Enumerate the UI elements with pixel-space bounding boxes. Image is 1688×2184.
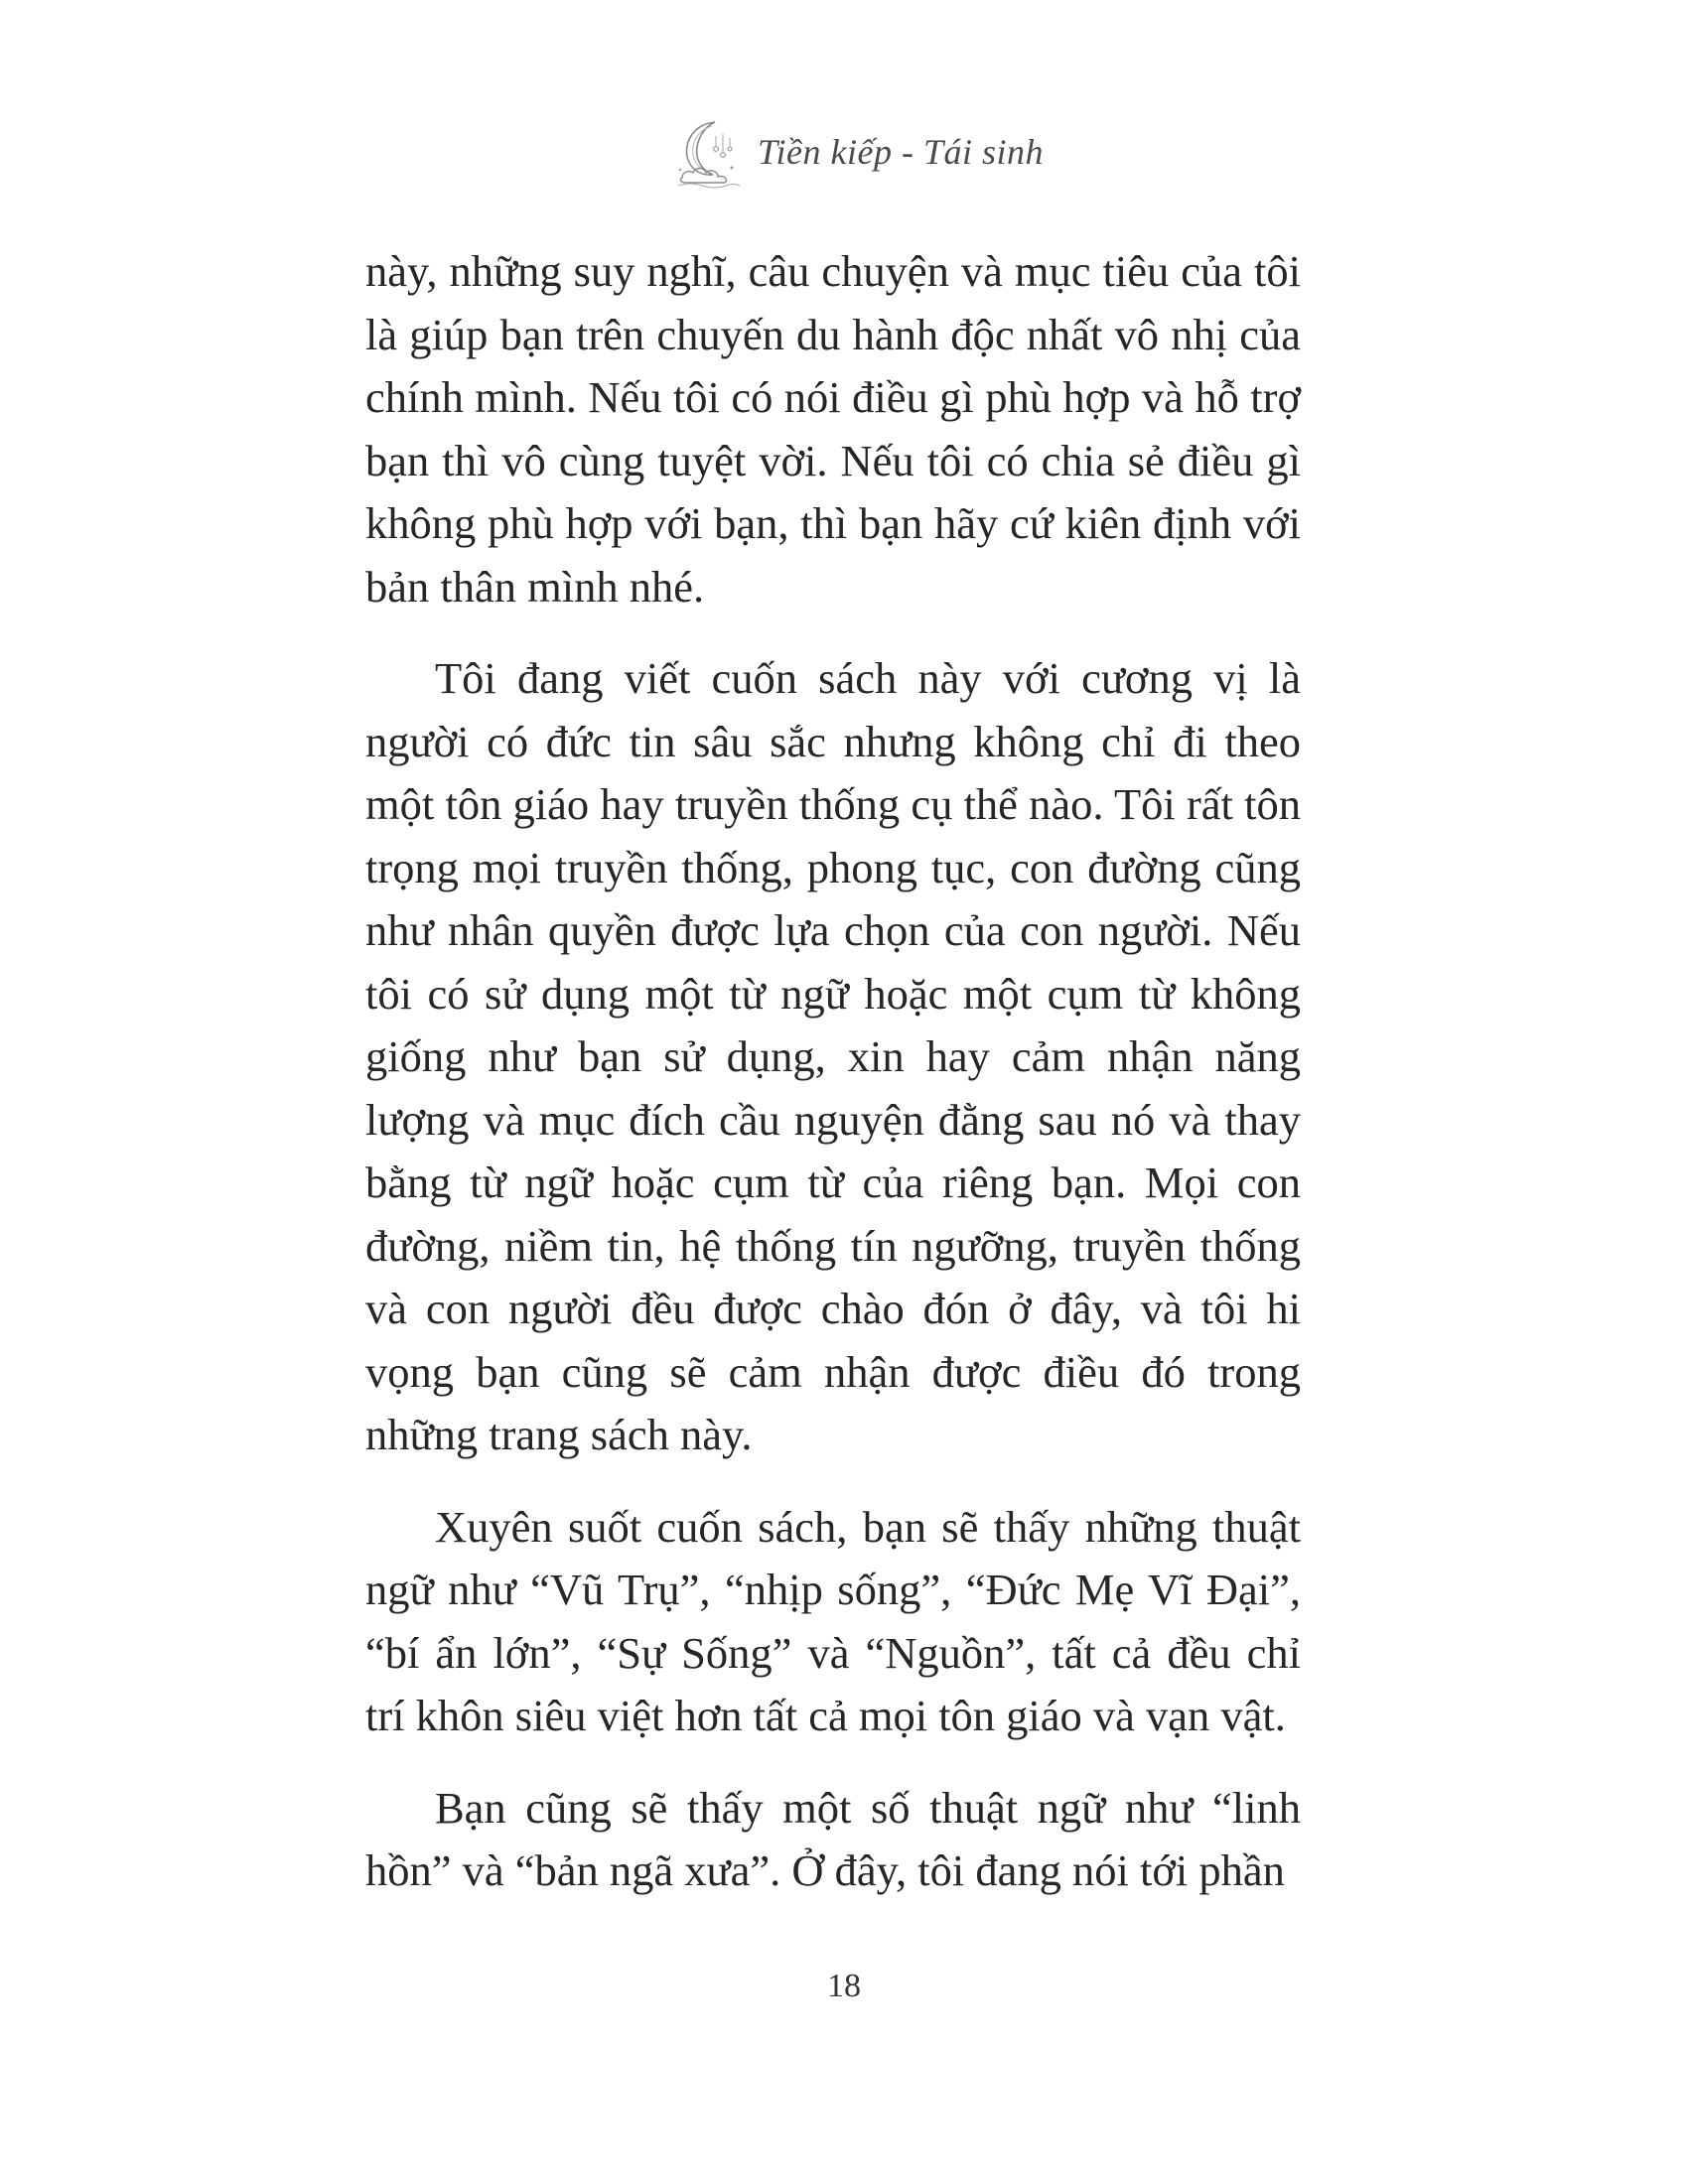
body-paragraph: Bạn cũng sẽ thấy một số thuật ngữ như “linh hồn” và “bản ngã xưa”. Ở đây, tôi đang nói tới phần (365, 1782, 1301, 1895)
page-body (365, 240, 1301, 1932)
running-header-group (668, 112, 1044, 192)
body-paragraph: Tôi đang viết cuốn sách này với cương vị là người có đức tin sâu sắc nhưng không chỉ đi theo một tôn giáo hay truyền thống cụ thể nào. Tôi rất tôn trọng mọi truyền thống, phong tục, con đường cũng như nhân quyền được lựa chọn của con người. Nếu tôi có sử dụng một từ ngữ hoặc một cụm từ không giống như bạn sử dụng, xin hay cảm nhận năng lượng và mục đích cầu nguyện đằng sau nó và thay bằng từ ngữ hoặc cụm từ của riêng bạn. Mọi con đường, niềm tin, hệ thống tín ngưỡng, truyền thống và con người đều được chào đón ở đây, và tôi hi vọng bạn cũng sẽ cảm nhận được điều đó trong những trang sách này. (365, 653, 1301, 1459)
running-header-title: Tiền kiếp - Tái sinh (758, 132, 1044, 172)
body-paragraph: Xuyên suốt cuốn sách, bạn sẽ thấy những thuật ngữ như “Vũ Trụ”, “nhịp sống”, “Đức Mẹ Vĩ Đại”, “bí ẩn lớn”, “Sự Sống” và “Nguồn”, tất cả đều chỉ trí khôn siêu việt hơn tất cả mọi tôn giáo và vạn vật. (365, 1501, 1301, 1740)
body-paragraph: này, những suy nghĩ, câu chuyện và mục tiêu của tôi là giúp bạn trên chuyến du hành độc nhất vô nhị của chính mình. Nếu tôi có nói điều gì phù hợp và hỗ trợ bạn thì vô cùng tuyệt vời. Nếu tôi có chia sẻ điều gì không phù hợp với bạn, thì bạn hãy cứ kiên định với bản thân mình nhé. (365, 246, 1301, 612)
running-header (0, 107, 1688, 197)
page-number: 18 (827, 1968, 861, 2004)
crescent-moon-cloud-icon (668, 112, 748, 192)
